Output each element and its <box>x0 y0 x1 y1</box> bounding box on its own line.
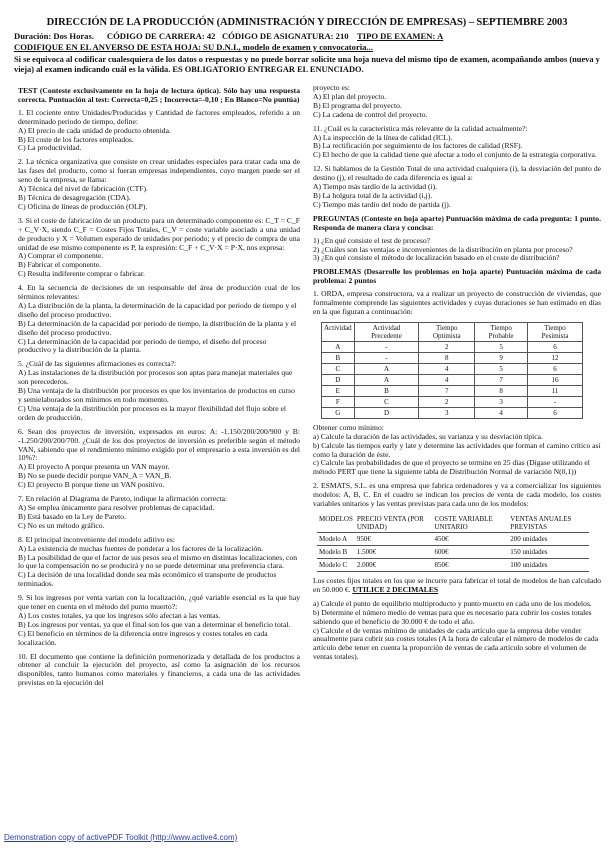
table-cell: B <box>322 352 355 363</box>
table-cell: 200 unidades <box>508 533 589 546</box>
encode-instruction: CODIFIQUE EN EL ANVERSO DE ESTA HOJA: SU D.N.I., modelo de examen y convocatoria... <box>14 42 373 52</box>
question-option: A) El precio de cada unidad de producto obtenida. <box>18 125 171 135</box>
table-cell: Modelo C <box>317 559 355 572</box>
models-table <box>317 514 589 572</box>
question-stem: 3. Si el coste de fabricación de un producto para un determinado componente es: C_T = C_F + C_V·X, siendo C_F = Costes Fijos Totales, C_V = coste variable asociado a una unidad de producto y X = Volumen esperado de unidades por periodo; y el precio de compra de una unidad de ese mismo componente es P, la expresión: C_F + C_V·X = P·X, nos expresa: <box>18 215 300 252</box>
question-option: A) Tiempo más tardío de la actividad (i). <box>313 182 438 192</box>
question-option: A) Los costes totales, ya que los ingresos sólo afectan a las ventas. <box>18 610 221 620</box>
table-cell: A <box>354 374 419 385</box>
question <box>18 428 300 490</box>
problem-1-intro: 1. ORDA, empresa constructora, va a realizar un proyecto de construcción de viviendas, que formalmente comprende las siguientes actividades y cuyas duraciones se han estimado en días en la que figuran a continuación: <box>313 289 601 316</box>
table-cell: 2.000€ <box>355 559 433 572</box>
decimals-note: UTILICE 2 DECIMALES <box>352 584 439 594</box>
question-option: A) La distribución de la planta, la determinación de la capacidad por periodo de tiempo y el diseño del proceso productivo. <box>18 300 297 319</box>
table-cell: 7 <box>419 385 475 396</box>
question-option: C) La determinación de la capacidad por periodo de tiempo, el diseño del proceso productivo y la distribución de la planta. <box>18 336 267 355</box>
question-option: C) La productividad. <box>18 143 82 153</box>
table-header-row <box>322 322 583 341</box>
general-instructions: Si se equivoca al codificar cualesquiera de los datos o respuestas y no puede borrar solicite una hoja nueva del mismo tipo de examen, acompañando ambos (nueva y vieja) al examen indicando cuál es la válida. ES OBLIGATORIO ENTREGAR EL ENUNCIADO. <box>14 55 600 74</box>
right-column <box>313 84 601 667</box>
question-stem-continued: proyecto es: <box>313 83 350 92</box>
problem-1-tasks <box>313 424 601 477</box>
problem-task: b) Calcule las tiempos early y late y determine las actividades que forman el camino crítico así como la duración de éste. <box>313 440 601 459</box>
column-header: COSTE VARIABLE UNITARIO <box>432 514 508 533</box>
fixed-costs-text: Los costes fijos totales en los que se incurre para fabricar el total de modelos de han calculado en 50.000 €. <box>313 576 601 594</box>
question-option: A) Se emplea únicamente para resolver problemas de capacidad. <box>18 502 215 512</box>
question-option: A) El plan del proyecto. <box>313 91 387 101</box>
problem-task: a) Calcule el punto de equilibrio multiproducto y punto muerto en cada uno de los modelos. <box>313 598 592 608</box>
problem-task: b) Determine el número medio de ventas para que es necesario para cubrir los costes totales sabiendo que el beneficio de 30.000 € de todo el año. <box>313 607 592 626</box>
question <box>18 217 300 279</box>
column-header: PRECIO VENTA (POR UNIDAD) <box>355 514 433 533</box>
question-stem: 4. En la secuencia de decisiones de un responsable del área de producción cual de los términos relevantes: <box>18 283 300 302</box>
table-cell: A <box>354 363 419 374</box>
left-column <box>18 84 300 693</box>
table-cell: 4 <box>475 407 528 418</box>
question-option: B) Fabricar el componente. <box>18 260 102 270</box>
table-row <box>322 385 583 396</box>
question-option: B) La rectificación por seguimiento de los factores de calidad (RSF). <box>313 141 523 151</box>
question-option: B) La holgura total de la actividad (i,j). <box>313 190 433 200</box>
question-option: C) Oficina de líneas de producción (OLP). <box>18 201 148 211</box>
table-cell: 12 <box>528 352 583 363</box>
table-cell: A <box>322 341 355 352</box>
table-cell: 100 unidades <box>508 559 589 572</box>
column-header: MODELOS <box>317 514 355 533</box>
table-cell: 600€ <box>432 546 508 559</box>
short-question: 1) ¿En qué consiste el test de proceso? <box>313 235 431 245</box>
question <box>18 158 300 211</box>
table-row <box>322 363 583 374</box>
question-option: C) La decisión de una localidad donde sea más económico el transporte de productos terminados. <box>18 570 277 589</box>
table-cell: E <box>322 385 355 396</box>
table-cell: - <box>354 341 419 352</box>
table-cell: B <box>354 385 419 396</box>
question-stem: 6. Sean dos proyectos de inversión, expresados en euros: A: -1.150/200/200/900 y B: -1.250/200/200/700. ¿Cuál de los dos proyectos de inversión es preferible según el método VAN, sabiendo que el rendimiento mínimo exigido por el empresario a esta inversión es del 10%?: <box>18 426 300 463</box>
table-cell: 150 unidades <box>508 546 589 559</box>
table-cell: C <box>322 363 355 374</box>
table-cell: 8 <box>475 385 528 396</box>
column-header: Actividad Precedente <box>354 322 419 341</box>
problem-2-tasks <box>313 600 601 662</box>
question-option: B) Técnica de desagregación (CDA). <box>18 192 131 202</box>
question-stem: 1. El cociente entre Unidades/Producidas y Cantidad de factores empleados, referido a un determinado periodo de tiempo, define: <box>18 107 300 126</box>
table-cell: 1.500€ <box>355 546 433 559</box>
question-option: C) El hecho de que la calidad tiene que afectar a todo el conjunto de la estrategia corporativa. <box>313 150 597 160</box>
question-option: A) Las instalaciones de la distribución por procesos son aptas para manejar materiales que son perecederos. <box>18 368 293 387</box>
table-cell: D <box>354 407 419 418</box>
test-intro: TEST (Conteste exclusivamente en la hoja de lectura óptica). Sólo hay una respuesta correcta. Puntuación al test: Correcta=0,25 ; Incorrecta=-0,10 ; En Blanco=No puntúa) <box>18 86 300 104</box>
short-question: 3) ¿En qué consiste el método de localización basado en el coste de distribución? <box>313 253 560 263</box>
table-cell: 16 <box>528 374 583 385</box>
question-option: A) La existencia de muchas fuentes de ponderar a los factores de la localización. <box>18 543 263 553</box>
preguntas-heading: PREGUNTAS (Conteste en hoja aparte) Puntuación máxima de cada pregunta: 1 punto. Responda de manera clara y concisa: <box>313 213 601 232</box>
table-row <box>317 559 589 572</box>
question-option: A) La inspección de la línea de calidad (ICL). <box>313 132 453 142</box>
table-cell: 11 <box>528 385 583 396</box>
table-cell: 9 <box>475 352 528 363</box>
table-cell: Modelo B <box>317 546 355 559</box>
table-cell: 6 <box>528 363 583 374</box>
career-code: CÓDIGO DE CARRERA: 42 <box>106 31 216 41</box>
table-cell: 8 <box>419 352 475 363</box>
question-option: C) La cadena de control del proyecto. <box>313 109 428 119</box>
question <box>313 125 601 161</box>
question <box>18 284 300 355</box>
question <box>18 360 300 422</box>
question-option: B) No se puede decidir porque VAN_A = VAN_B. <box>18 471 172 481</box>
question <box>18 495 300 531</box>
subject-code: CÓDIGO DE ASIGNATURA: 210 <box>221 31 349 41</box>
exam-info-line <box>14 31 600 41</box>
activities-table-body <box>322 341 583 418</box>
table-cell: 3 <box>475 396 528 407</box>
question-option: A) Técnica del nivel de fabricación (CTF). <box>18 184 148 194</box>
table-cell: 4 <box>419 363 475 374</box>
question-stem: 7. En relación al Diagrama de Pareto, indique la afirmación correcta: <box>18 494 228 504</box>
question-option: B) Está basado en la Ley de Pareto. <box>18 511 126 521</box>
table-cell: 7 <box>475 374 528 385</box>
table-cell: 950€ <box>355 533 433 546</box>
column-header: Tiempo Probable <box>475 322 528 341</box>
duration: Duración: Dos Horas. <box>14 31 94 41</box>
problem-2-intro: 2. ESMATS, S.L. es una empresa que fabrica ordenadores y va a comercializar los siguientes modelos: A, B, C. En el cuadro se indican los precios de venta de cada modelo, los costes variables unitarios y las ventas previstas para cada uno de los modelos: <box>313 481 601 509</box>
question-option: B) Una ventaja de la distribución por procesos es que los inventarios de productos en curso y semielaborados son mínimos en todo momento. <box>18 386 295 404</box>
table-cell: 5 <box>475 363 528 374</box>
table-row <box>322 341 583 352</box>
table-cell: 6 <box>528 407 583 418</box>
question-option: C) No es un método gráfico. <box>18 520 105 530</box>
column-header: VENTAS ANUALES PREVISTAS <box>508 514 589 533</box>
exam-title: DIRECCIÓN DE LA PRODUCCIÓN (ADMINISTRACIÓN Y DIRECCIÓN DE EMPRESAS) – SEPTIEMBRE 2003 <box>46 17 568 28</box>
table-cell: - <box>528 396 583 407</box>
problem-task: Obtener como mínimo: <box>313 422 384 432</box>
question-option: C) Resulta indiferente comprar o fabricar. <box>18 269 145 279</box>
question-stem: 5. ¿Cuál de las siguientes afirmaciones es correcta?: <box>18 359 177 369</box>
models-table-body <box>317 533 589 572</box>
table-cell: D <box>322 374 355 385</box>
table-cell: G <box>322 407 355 418</box>
problem-task: a) Calcule la duración de las actividades, su varianza y su desviación típica. <box>313 431 543 441</box>
question <box>313 84 601 120</box>
short-question: 2) ¿Cuáles son las ventajas e inconvenientes de la distribución en planta por proceso? <box>313 244 573 254</box>
table-cell: 2 <box>419 341 475 352</box>
table-row <box>322 374 583 385</box>
question-option: A) El proyecto A porque presenta un VAN mayor. <box>18 462 170 472</box>
table-cell: Modelo A <box>317 533 355 546</box>
question-option: C) El proyecto B porque tiene un VAN positivo. <box>18 480 165 490</box>
question-stem: 2. La técnica organizativa que consiste en crear unidades especiales para tratar cada una de las fases del producto, como si fueran empresas independientes, cuyo margen puede ser el seno de la empresa, se llama: <box>18 157 300 185</box>
question-stem: 11. ¿Cuál es la característica más relevante de la calidad actualmente?: <box>313 123 528 133</box>
table-row <box>322 396 583 407</box>
problemas-heading: PROBLEMAS (Desarrolle los problemas en hoja aparte) Puntuación máxima de cada problema: 2 puntos <box>313 267 601 286</box>
table-row <box>322 352 583 363</box>
table-header-row <box>317 514 589 533</box>
table-cell: C <box>354 396 419 407</box>
question <box>18 653 300 689</box>
column-header: Tiempo Pesimista <box>528 322 583 341</box>
column-header: Tiempo Optimista <box>419 322 475 341</box>
demo-footer-link[interactable]: Demonstration copy of activePDF Toolkit (http://www.active4.com) <box>4 833 238 842</box>
table-cell: 6 <box>528 341 583 352</box>
table-row <box>317 546 589 559</box>
short-questions <box>313 237 601 264</box>
problem-2-fixed-costs <box>313 577 601 595</box>
question <box>313 165 601 210</box>
question-stem: 10. El documento que contiene la definición pormenorizada y detallada de los productos a obtener al concluir la ejecución del proyecto, así como la asignación de los recursos disponibles, tanto humanos como materiales y financieros, a cada una de las actividades previstas en la ejecución del <box>18 651 300 688</box>
question-option: B) Los ingresos por ventas, ya que el final son los que van a determinar el beneficio total. <box>18 619 291 629</box>
question <box>18 109 300 154</box>
table-cell: 4 <box>419 374 475 385</box>
problem-task: c) Calcule las probabilidades de que el proyecto se termine en 25 días (Dígase utilizando el método PERT que tiene la siguiente tabla de Distribución Normal de variación N(0,1)) <box>313 458 590 477</box>
question-option: B) La posibilidad de que el factor de sus pesos sea el mismo en distintas localizaciones, con lo que la compensación no se producirá y no se puede determinar una preferencia clara. <box>18 552 297 571</box>
table-row <box>322 407 583 418</box>
question-option: B) El programa del proyecto. <box>313 100 402 110</box>
question-option: C) El beneficio en términos de la diferencia entre ingresos y costes totales en cada localización. <box>18 628 268 647</box>
table-cell: 850€ <box>432 559 508 572</box>
table-cell: 3 <box>419 407 475 418</box>
question <box>18 536 300 589</box>
question-option: B) La determinación de la capacidad por periodo de tiempo, la distribución de la planta y el diseño del proceso productivo. <box>18 318 297 337</box>
table-cell: 5 <box>475 341 528 352</box>
table-cell: 450€ <box>432 533 508 546</box>
table-cell: 2 <box>419 396 475 407</box>
activities-table <box>321 322 583 419</box>
question-option: C) Tiempo más tardío del nodo de partida (j). <box>313 199 451 209</box>
problem-task: c) Calcule el de ventas mínimo de unidades de cada artículo que la empresa debe vender anualmente para cubrir sus costes totales (A la hora de calcular el número de modelos de cada artículo debe tener en cuenta la proporción de ventas de cada artículo sobre el volumen de ventas totales). <box>313 625 599 662</box>
question-stem: 12. Si hablamos de la Gestión Total de una actividad cualquiera (i), la desviación del punto de destino (j), el resultado de cada diferencia es igual a: <box>313 164 601 183</box>
question-option: B) El coste de los factores empleados. <box>18 134 134 144</box>
table-cell: F <box>322 396 355 407</box>
question <box>18 594 300 647</box>
question-stem: 8. El principal inconveniente del modelo aditivo es: <box>18 534 175 544</box>
column-header: Actividad <box>322 322 355 341</box>
table-cell: - <box>354 352 419 363</box>
question-option: A) Comprar el componente. <box>18 251 104 261</box>
question-stem: 9. Si los ingresos por venta varían con la localización, ¿qué variable esencial es la que hay que tener en cuenta en el método del punto muerto?: <box>18 593 300 612</box>
question-option: C) Una ventaja de la distribución por procesos es la mayor flexibilidad del flujo sobre el orden de producción. <box>18 403 287 422</box>
exam-type: TIPO DE EXAMEN: A <box>357 31 444 41</box>
table-row <box>317 533 589 546</box>
